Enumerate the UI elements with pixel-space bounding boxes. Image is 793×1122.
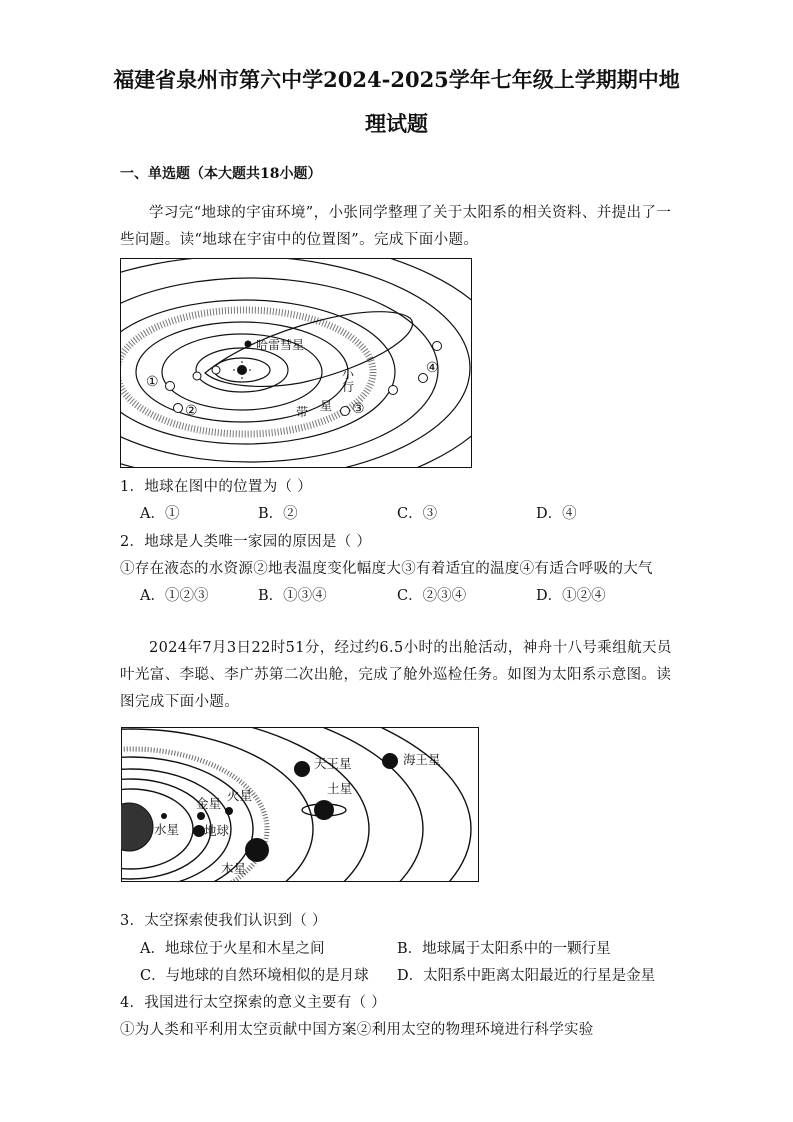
q1-option-b[interactable]: B．② [258,506,298,522]
question-2-stem: 2．地球是人类唯一家园的原因是（ ） [120,534,372,550]
label-mercury: 水星 [154,822,180,837]
marker-4: ④ [426,360,439,376]
belt-label: 小 [342,367,355,381]
planet-3 [341,407,350,416]
planet-venus [193,372,201,380]
planet-saturn [314,800,334,820]
planet-2 [174,404,183,413]
belt-label: 带 [296,405,309,419]
label-jupiter: 木星 [221,861,247,876]
q2-option-d[interactable]: D．①②④ [536,588,606,604]
label-venus: 金星 [196,796,222,811]
question-3-stem: 3．太空探索使我们认识到（ ） [120,913,327,929]
q2-option-c[interactable]: C．②③④ [397,588,467,604]
section-heading: 一、单选题（本大题共18小题） [120,166,322,182]
passage-2: 2024年7月3日22时51分，经过约6.5小时的出舱活动，神舟十八号乘组航天员叶光富、李聪、李广苏第二次出舱，完成了舱外巡检任务。如图为太阳系示意图。读图完成下面小题。 [120,640,672,710]
q2-option-b[interactable]: B．①③④ [258,588,327,604]
figure-solar-system [121,727,479,882]
planet-mercury [212,366,220,374]
q1-option-c[interactable]: C．③ [397,506,438,522]
q3-option-c[interactable]: C．与地球的自然环境相似的是月球 [140,968,369,984]
question-4-statements: ①为人类和平利用太空贡献中国方案②利用太空的物理环境进行科学实验 [120,1022,594,1038]
figure-earth-position [120,258,472,468]
marker-2: ② [185,403,198,419]
planet-uranus [294,761,310,777]
marker-1: ① [146,374,159,390]
q3-option-a[interactable]: A．地球位于火星和木星之间 [140,941,325,957]
planet-mercury [161,813,167,819]
q1-option-a[interactable]: A．① [140,506,180,522]
question-4-stem: 4．我国进行太空探索的意义主要有（ ） [120,995,387,1011]
planet-neptune [382,753,398,769]
planet-jupiter [245,838,269,862]
planet-earth-1 [166,382,175,391]
belt-label: 行 [342,380,355,394]
label-neptune: 海王星 [403,752,441,767]
planet-outer-1 [389,386,398,395]
figure-frame [121,259,472,468]
q2-option-a[interactable]: A．①②③ [140,588,209,604]
passage-1: 学习完“地球的宇宙环境”，小张同学整理了关于太阳系的相关资料、并提出了一些问题。读“地球在宇宙中的位置图”。完成下面小题。 [120,205,672,248]
belt-label: 星 [320,399,333,413]
label-mars: 火星 [227,788,253,803]
comet-label: 哈雷彗星 [256,338,305,352]
label-earth: 地球 [204,823,230,838]
figure-frame [122,728,479,882]
page-title-line1: 福建省泉州市第六中学2024-2025学年七年级上学期期中地 [113,67,680,92]
q1-option-d[interactable]: D．④ [536,506,577,522]
label-uranus: 天王星 [314,756,352,771]
q3-option-b[interactable]: B．地球属于太阳系中的一颗行星 [397,941,611,957]
planet-mars [225,807,233,815]
question-2-statements: ①存在液态的水资源②地表温度变化幅度大③有着适宜的温度④有适合呼吸的大气 [120,561,653,577]
marker-3: ③ [352,401,365,417]
page-title-line2: 理试题 [365,111,428,136]
planet-outer-2 [433,342,442,351]
question-1-stem: 1．地球在图中的位置为（ ） [120,479,313,495]
comet [245,341,252,348]
label-saturn: 土星 [327,781,353,796]
planet-venus [197,812,205,820]
sun [237,365,247,375]
q3-option-d[interactable]: D．太阳系中距离太阳最近的行星是金星 [397,968,656,984]
